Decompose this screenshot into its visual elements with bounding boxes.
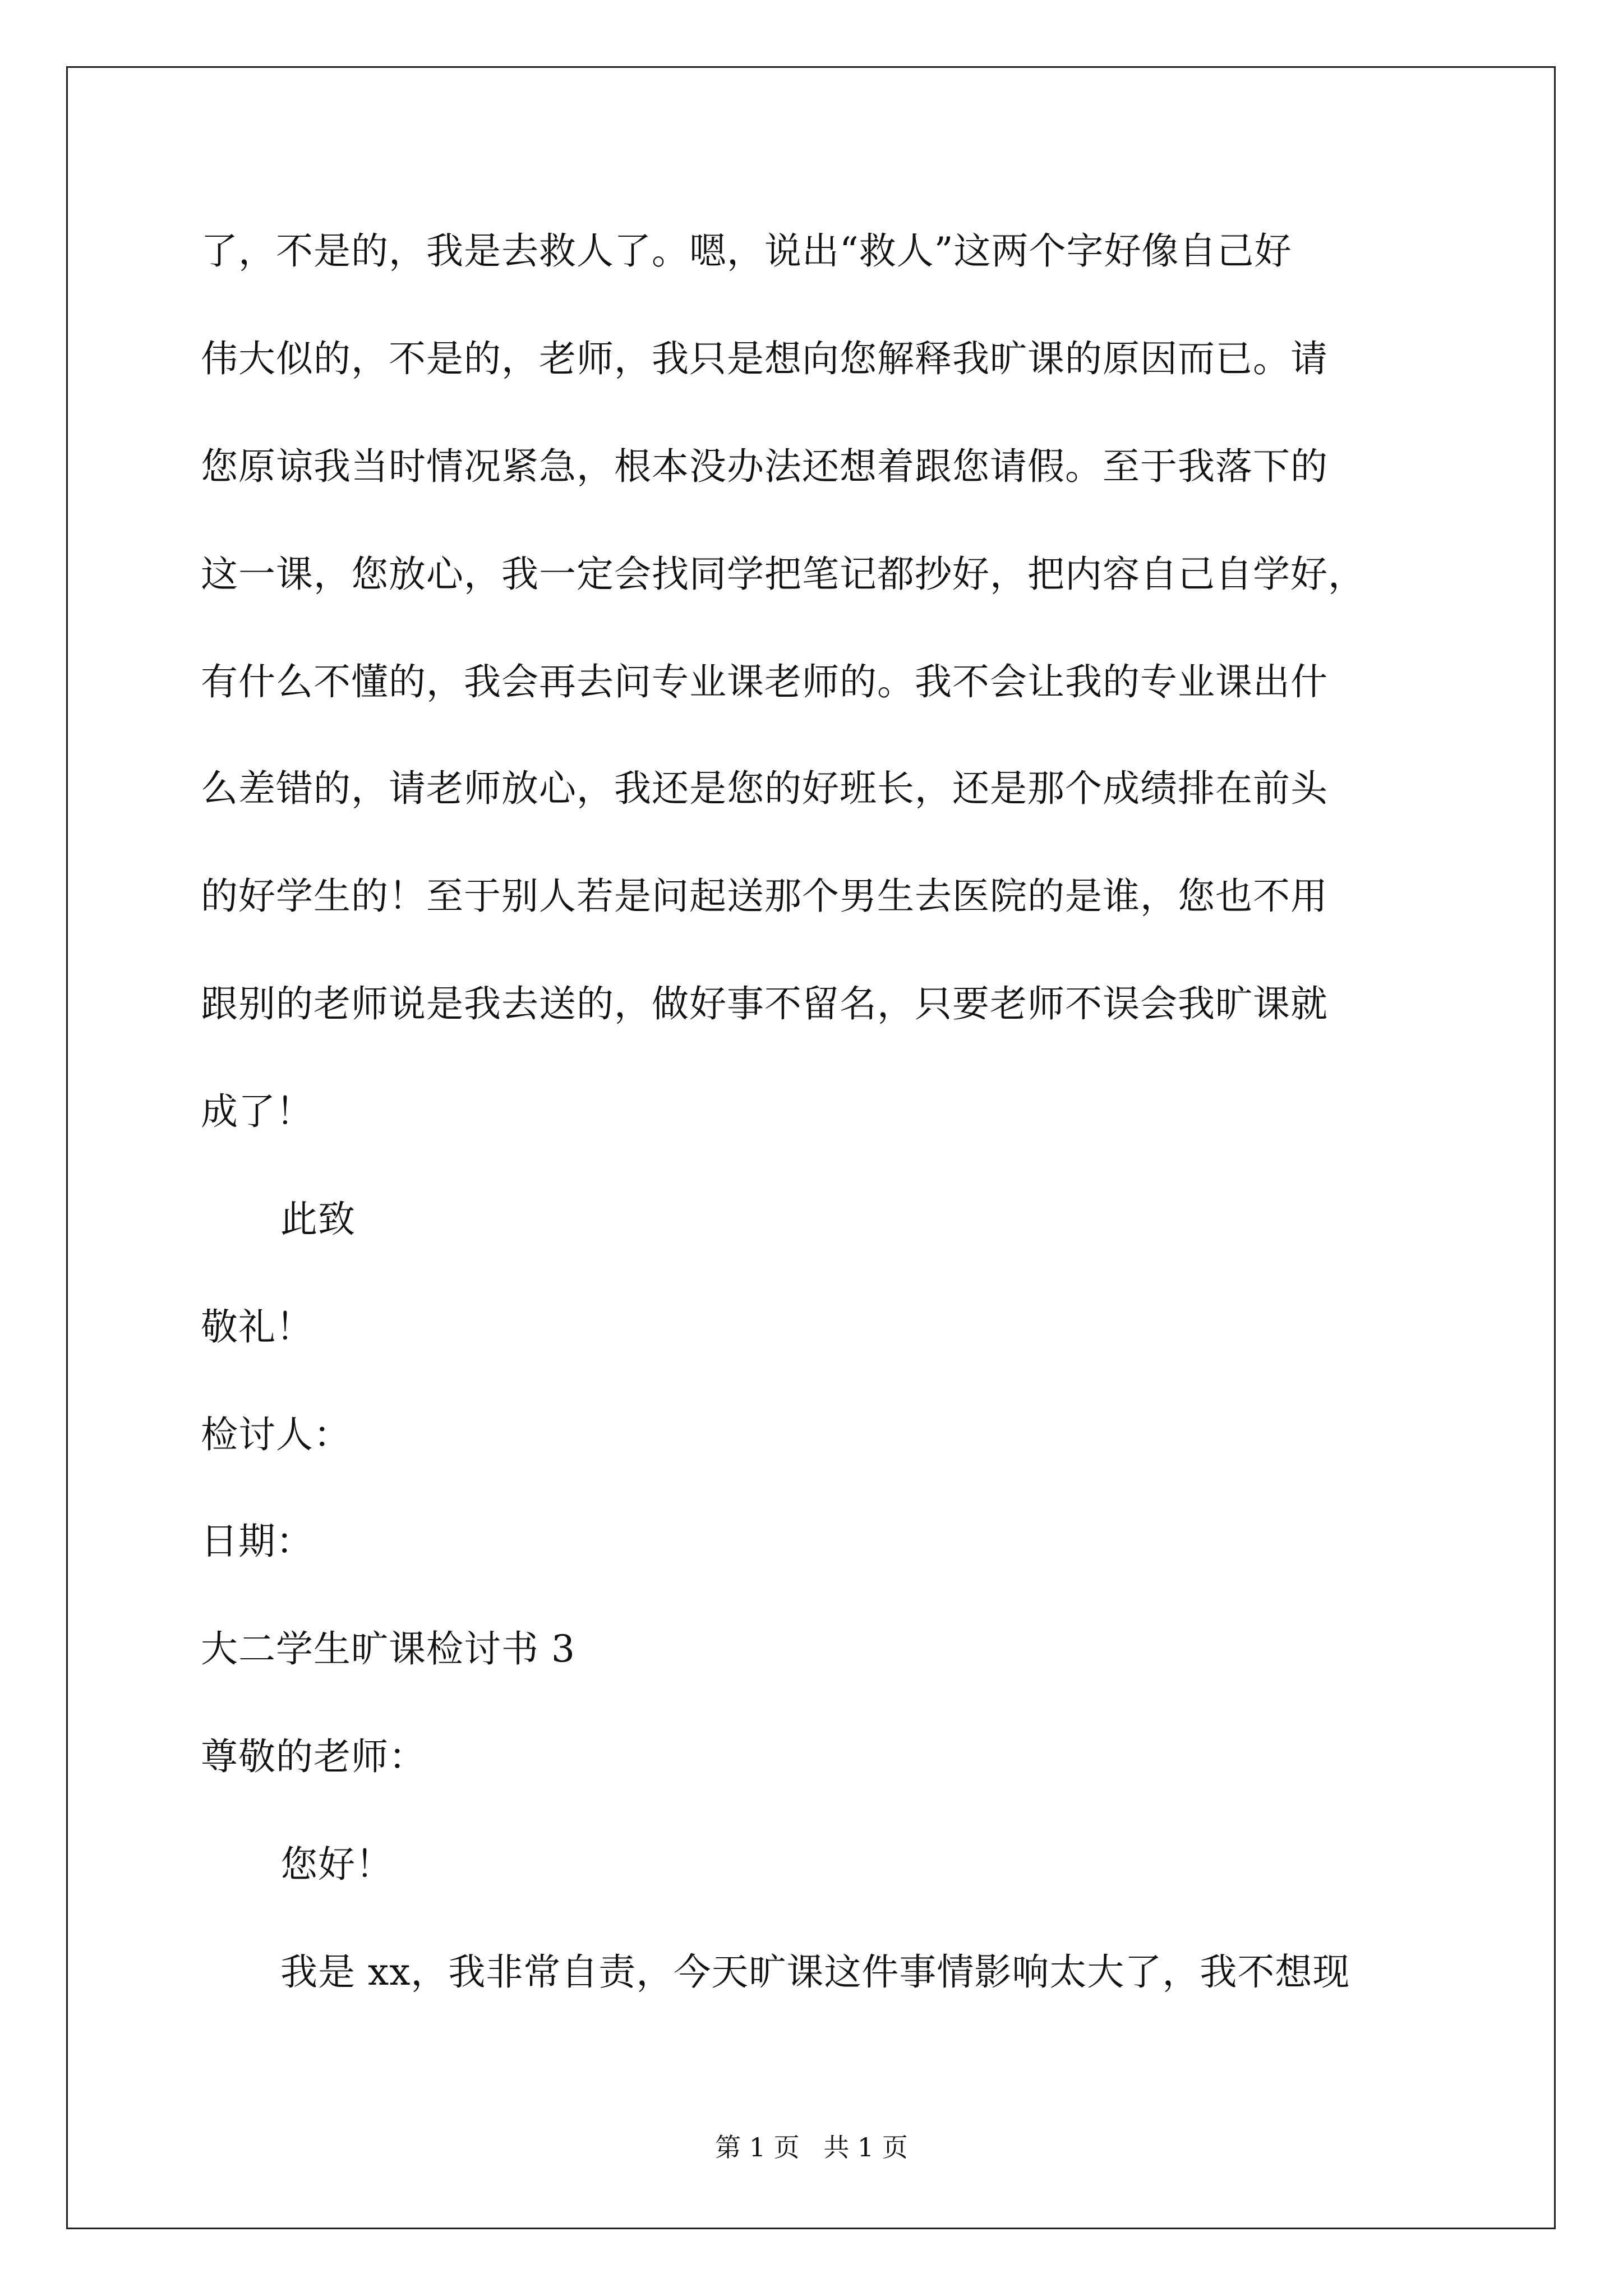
- page-footer: [0, 2132, 1623, 2163]
- body-line: 我是 xx，我非常自责，今天旷课这件事情影响太大了，我不想现: [280, 1950, 1350, 1994]
- body-line: 么差错的，请老师放心，我还是您的好班长，还是那个成绩排在前头: [201, 767, 1328, 810]
- closing-salutation: 此致: [280, 1198, 356, 1241]
- date-label: 日期：: [201, 1520, 313, 1563]
- section-title: 大二学生旷课检讨书 3: [201, 1627, 575, 1671]
- page-total: 共 1 页: [823, 2132, 908, 2162]
- body-line: 的好学生的！至于别人若是问起送那个男生去医院的是谁，您也不用: [201, 875, 1328, 918]
- body-line: 有什么不懂的，我会再去问专业课老师的。我不会让我的专业课出什: [201, 660, 1328, 703]
- author-label: 检讨人：: [201, 1413, 351, 1456]
- body-line: 了，不是的，我是去救人了。嗯，说出“救人”这两个字好像自己好: [201, 229, 1292, 273]
- greeting: 您好！: [280, 1843, 393, 1886]
- page-number: 第 1 页: [715, 2132, 800, 2162]
- body-line: 跟别的老师说是我去送的，做好事不留名，只要老师不误会我旷课就: [201, 982, 1328, 1025]
- body-line: 您原谅我当时情况紧急，根本没办法还想着跟您请假。至于我落下的: [201, 445, 1328, 488]
- closing-regards: 敬礼！: [201, 1305, 313, 1349]
- page-border: [66, 66, 1556, 2229]
- body-line: 伟大似的，不是的，老师，我只是想向您解释我旷课的原因而已。请: [201, 337, 1328, 380]
- body-line: 成了！: [201, 1090, 313, 1133]
- addressee: 尊敬的老师：: [201, 1735, 426, 1778]
- body-line: 这一课，您放心，我一定会找同学把笔记都抄好，把内容自己自学好，: [201, 553, 1366, 596]
